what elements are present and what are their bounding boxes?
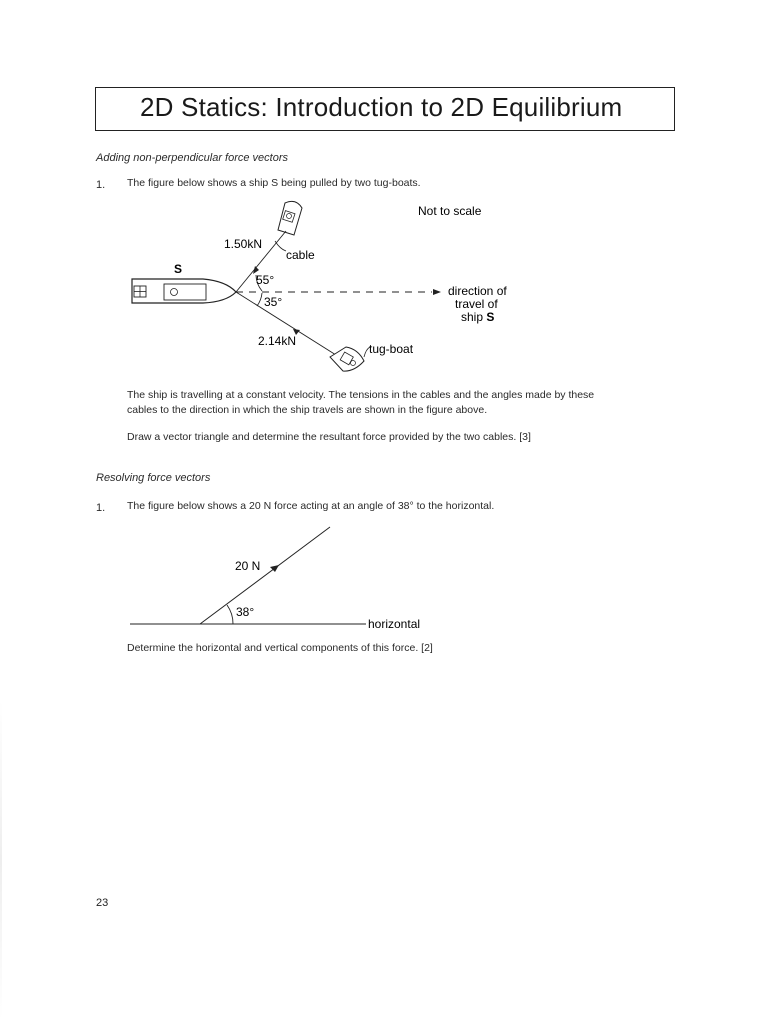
force-20n-label: 20 N — [235, 559, 261, 573]
force-line — [200, 527, 330, 624]
paragraph-2: Draw a vector triangle and determine the resultant force provided by the two cables. [3] — [127, 431, 531, 443]
not-to-scale-label: Not to scale — [418, 204, 482, 218]
direction-ship-letter: S — [486, 310, 495, 324]
direction-label-line1: direction of — [448, 284, 507, 298]
cable-label: cable — [286, 248, 315, 262]
angle-upper-label: 55° — [256, 273, 275, 287]
direction-arrowhead — [433, 289, 441, 295]
direction-label-line3 — [461, 310, 494, 324]
section-heading-adding-vectors: Adding non-perpendicular force vectors — [96, 152, 289, 164]
lower-tug-boat — [330, 347, 364, 371]
force-upper-label: 1.50kN — [224, 237, 263, 251]
tug-boat-label: tug-boat — [369, 342, 414, 356]
question-number: 1. — [96, 179, 106, 191]
angle-arc-35 — [257, 293, 262, 306]
direction-label-line2: travel of — [455, 297, 498, 311]
paragraph-1-line-1: The ship is travelling at a constant velocity. The tensions in the cables and the angles made by these — [127, 389, 595, 401]
tug-boat-figure — [120, 195, 520, 380]
upper-tug-boat — [278, 201, 302, 235]
question-intro: The figure below shows a ship S being pulled by two tug-boats. — [127, 177, 421, 189]
force-lower-label: 2.14kN — [258, 334, 297, 348]
section-heading-resolving-vectors: Resolving force vectors — [96, 472, 211, 484]
question-2-intro: The figure below shows a 20 N force acting at an angle of 38° to the horizontal. — [127, 500, 495, 512]
angle-38-label: 38° — [236, 605, 255, 619]
angle-lower-label: 35° — [264, 295, 283, 309]
ship-s — [132, 279, 236, 303]
scan-edge-shadow — [0, 700, 2, 1020]
page-title: 2D Statics: Introduction to 2D Equilibrium — [140, 92, 623, 122]
direction-ship-word: ship — [461, 310, 487, 324]
question-2-text: Determine the horizontal and vertical components of this force. [2] — [127, 642, 433, 654]
question-number-2: 1. — [96, 502, 106, 514]
ship-s-label: S — [174, 262, 183, 276]
page-number: 23 — [96, 897, 109, 909]
angle-arc-38 — [227, 605, 233, 624]
force-angle-figure — [130, 520, 430, 635]
paragraph-1-line-2: cables to the direction in which the ship travels are shown in the figure above. — [127, 404, 488, 416]
horizontal-label: horizontal — [368, 617, 421, 631]
